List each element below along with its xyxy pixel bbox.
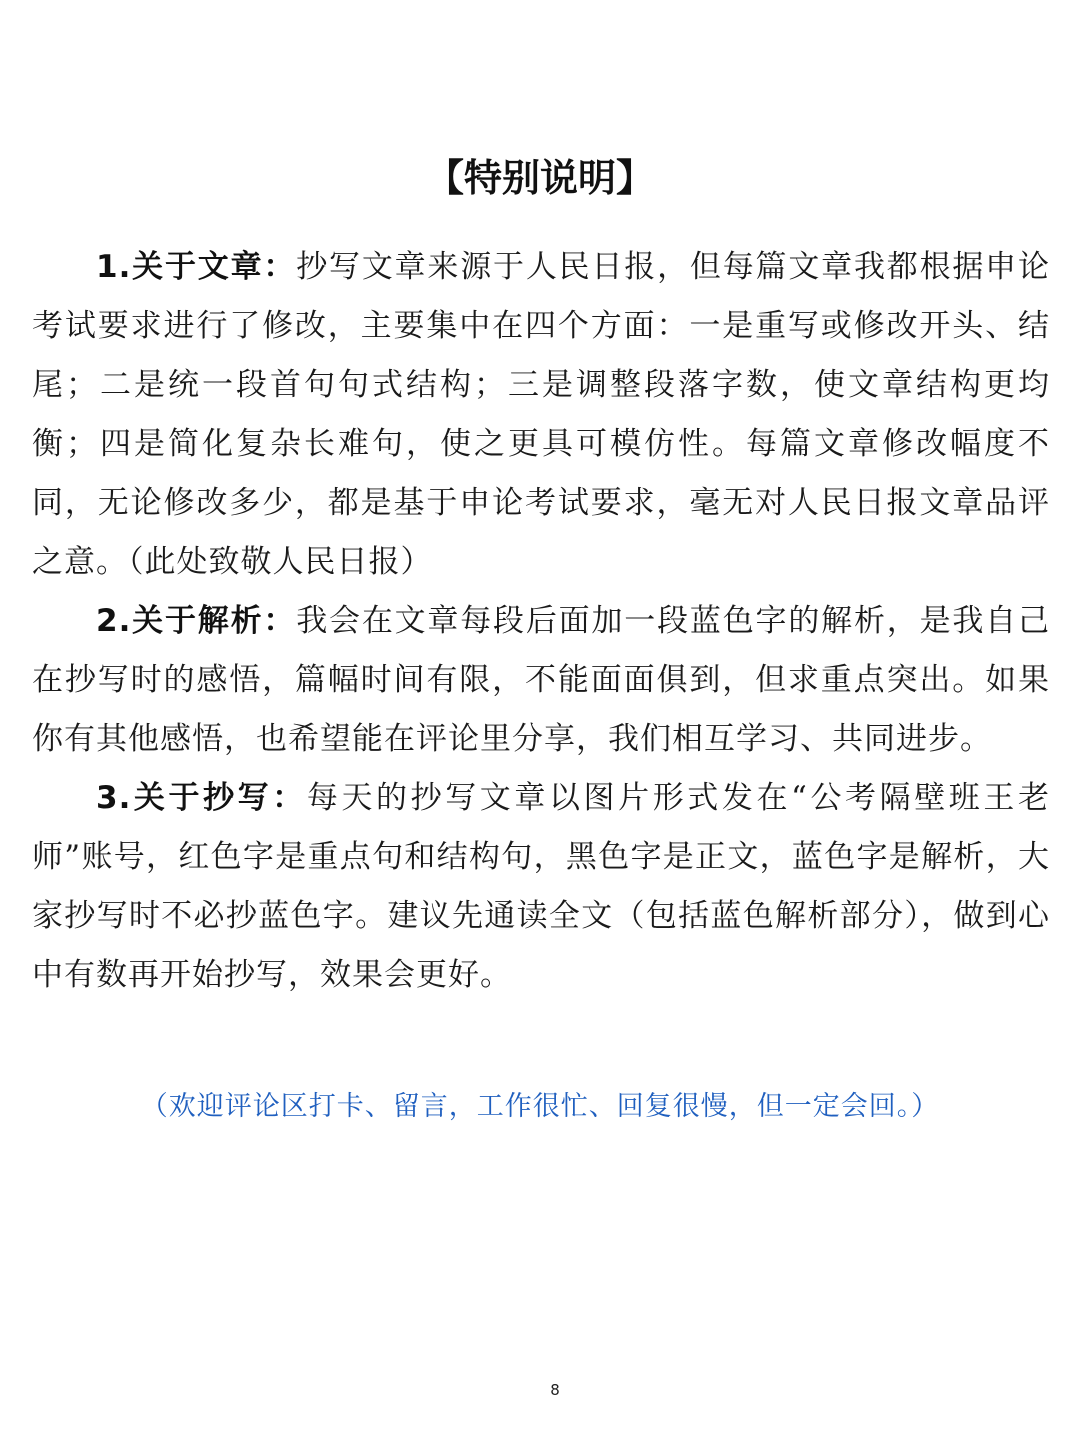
- section-articles: [32, 238, 1050, 592]
- section-text: 抄写文章来源于人民日报，但每篇文章我都根据申论考试要求进行了修改，主要集中在四个方面：一是重写或修改开头、结尾；二是统一段首句句式结构；三是调整段落字数，使文章结构更均衡；四是简化复杂长难句，使之更具可模仿性。每篇文章修改幅度不同，无论修改多少，都是基于申论考试要求，毫无对人民日报文章品评之意。（此处致敬人民日报）: [32, 249, 1050, 580]
- section-heading: 3.关于抄写：: [96, 780, 307, 816]
- section-text: 我会在文章每段后面加一段蓝色字的解析，是我自己在抄写时的感悟，篇幅时间有限，不能面面俱到，但求重点突出。如果你有其他感悟，也希望能在评论里分享，我们相互学习、共同进步。: [32, 603, 1050, 757]
- page-title: 【特别说明】: [425, 156, 654, 200]
- section-heading: 1.关于文章：: [96, 249, 297, 285]
- footer-note: （欢迎评论区打卡、留言，工作很忙、回复很慢，但一定会回。）: [140, 1091, 940, 1122]
- page-number: 8: [550, 1381, 560, 1399]
- section-heading: 2.关于解析：: [96, 603, 297, 639]
- section-analysis: [32, 592, 1050, 769]
- section-text: 每天的抄写文章以图片形式发在“公考隔壁班王老师”账号，红色字是重点句和结构句，黑色字是正文，蓝色字是解析，大家抄写时不必抄蓝色字。建议先通读全文（包括蓝色解析部分），做到心中有数再开始抄写，效果会更好。: [32, 780, 1050, 993]
- body-text: [32, 238, 1050, 1005]
- section-copying: [32, 769, 1050, 1005]
